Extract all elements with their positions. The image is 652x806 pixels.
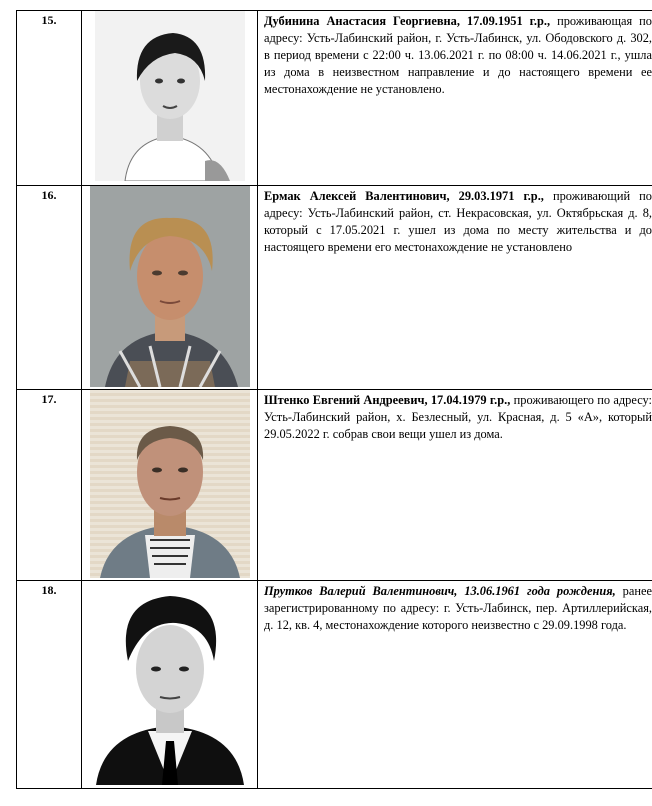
person-name: Прутков Валерий Валентинович, 13.06.1961 года рождения, [264,584,616,598]
table-row [17,11,652,186]
record-text: проживающая по адресу: Усть-Лабинский район, г. Усть-Лабинск, ул. Ободовского д. 302, в период времени с 22:00 ч. 13.06.2021 г. по 08:00 ч. 14.06.2021 г., ушла из дома в неизвестном направление и до настоящего времени ее местонахождение не установлено. [264,14,652,97]
photo-cell [82,11,258,186]
person-photo [95,11,245,181]
table-row [17,186,652,390]
person-photo [86,581,254,785]
record-text: проживающего по адресу: Усть-Лабинский район, х. Безлесный, ул. Красная, д. 5 «А», который 29.05.2022 г. собрав свои вещи ушел из дома. [264,393,652,442]
record-description [258,186,652,390]
photo-cell [82,186,258,390]
record-number: 16. [17,186,82,390]
record-description [258,581,652,789]
record-description [258,11,652,186]
record-number: 17. [17,390,82,581]
record-description [258,390,652,581]
record-text: проживающий по адресу: Усть-Лабинский район, ст. Некрасовская, ул. Октябрьская д. 8, который с 17.05.2021 г. ушел из дома по месту жительства и до настоящего времени его местонахождение не установлено [264,189,652,255]
photo-cell [82,581,258,789]
record-number: 15. [17,11,82,186]
person-name: Штенко Евгений Андреевич, 17.04.1979 г.р., [264,393,511,407]
table-row [17,390,652,581]
photo-cell [82,390,258,581]
person-photo [90,390,250,578]
missing-persons-table [16,10,652,789]
record-number: 18. [17,581,82,789]
person-name: Ермак Алексей Валентинович, 29.03.1971 г.р., [264,189,544,203]
person-name: Дубинина Анастасия Георгиевна, 17.09.1951 г.р., [264,14,551,28]
person-photo [90,186,250,387]
record-text: ранее зарегистрированному по адресу: г. Усть-Лабинск, пер. Артиллерийская, д. 12, кв. 4, местонахождение которого неизвестно с 29.09.1998 года. [264,584,652,633]
table-row [17,581,652,789]
